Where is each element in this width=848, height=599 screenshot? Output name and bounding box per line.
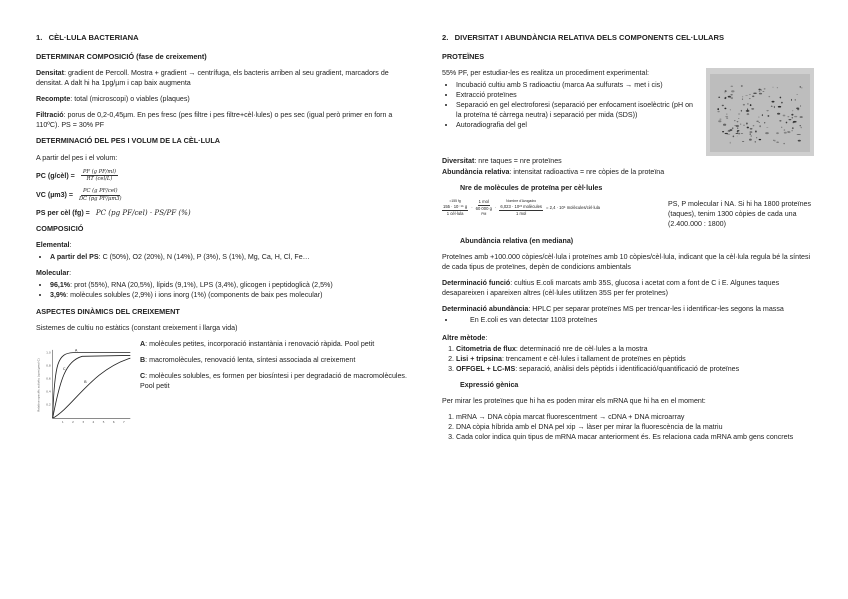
dynamics-heading: ASPECTES DINÀMICS DEL CREIXEMENT bbox=[36, 306, 180, 316]
legend-a-label: A bbox=[140, 339, 146, 348]
gel-spot bbox=[792, 110, 793, 111]
method-2-bold: Lisi + tripsina bbox=[456, 355, 502, 364]
calc-fraction-1 bbox=[442, 199, 468, 217]
mol2-bold: 3,9% bbox=[50, 291, 67, 300]
legend-b bbox=[140, 355, 416, 365]
count-text: : total (microscopi) o viables (plaques) bbox=[70, 95, 190, 104]
gel-spot bbox=[800, 105, 801, 107]
gel-spot bbox=[784, 143, 785, 144]
gene-expression-intro: Per mirar les proteïnes que hi ha es poden mirar els mRNA que hi ha en el moment: bbox=[442, 397, 706, 406]
gel-spot bbox=[747, 103, 749, 105]
gel-spot bbox=[741, 133, 744, 134]
gel-spot bbox=[725, 117, 728, 118]
other-method-list bbox=[442, 344, 814, 374]
legend-a bbox=[140, 339, 416, 349]
gel-spot bbox=[741, 110, 742, 112]
list-item bbox=[50, 290, 416, 300]
gel-spot bbox=[781, 127, 782, 128]
gel-spot bbox=[786, 122, 788, 124]
gel-spot bbox=[737, 128, 738, 129]
elemental-item-text: : C (50%), O2 (20%), N (14%), P (3%), S (1%), Mg, Ca, H, Cl, Fe… bbox=[98, 253, 310, 262]
graph-y-tick: 1.0 bbox=[46, 350, 51, 355]
gel-spot bbox=[794, 116, 797, 117]
gel-spot bbox=[800, 116, 803, 118]
gel-spot bbox=[773, 87, 774, 88]
gel-spot bbox=[728, 130, 730, 132]
vc-numerator: PC (g PF/cel) bbox=[82, 188, 118, 195]
gel-inner bbox=[710, 74, 810, 152]
function-label: Determinació funció bbox=[442, 278, 511, 287]
gel-spot bbox=[801, 127, 802, 129]
graph-x-tick: 1 bbox=[61, 419, 64, 424]
list-item bbox=[456, 344, 814, 354]
list-item bbox=[456, 354, 814, 364]
gel-spot bbox=[788, 119, 791, 120]
gel-spot bbox=[797, 134, 800, 135]
molecular-label-line bbox=[36, 268, 416, 278]
molecular-list bbox=[36, 280, 416, 300]
gel-spot bbox=[717, 111, 719, 112]
gel-spot bbox=[774, 140, 775, 142]
pc-denominator: RT (cel/L) bbox=[86, 176, 113, 183]
gel-spot bbox=[776, 132, 779, 134]
method-3-text: : separació, anàlisi dels pèptids i identificació/quantificació de proteïnes bbox=[515, 365, 740, 374]
gel-spot bbox=[737, 136, 738, 137]
composition-section-heading: COMPOSICIÓ bbox=[36, 223, 84, 233]
abundance-label: Abundància relativa bbox=[442, 168, 510, 177]
gel-spot bbox=[734, 121, 736, 122]
gel-spot bbox=[723, 124, 726, 126]
gel-spot bbox=[759, 122, 760, 123]
pc-fraction bbox=[81, 169, 118, 182]
gel-spot bbox=[746, 123, 748, 125]
gel-spot bbox=[742, 141, 744, 142]
graph-x-tick: 2 bbox=[72, 419, 74, 424]
gel-spot bbox=[771, 106, 773, 107]
method-1-text: : determinació nre de cèl·lules a la mostra bbox=[515, 345, 648, 354]
gel-spot bbox=[787, 116, 789, 117]
procedure-text bbox=[442, 68, 700, 156]
gel-spot bbox=[759, 91, 761, 92]
elemental-label: Elemental bbox=[36, 241, 70, 250]
gel-spot bbox=[731, 90, 734, 92]
gel-spot bbox=[747, 113, 750, 115]
gel-spot bbox=[726, 118, 728, 119]
gel-spot bbox=[742, 99, 743, 100]
gel-spot bbox=[724, 92, 725, 93]
legend-c-text: : molècules solubles, es formen per biosíntesi i per degradació de macromolècules. Pool petit bbox=[140, 372, 407, 391]
weight-volume-heading: DETERMINACIÓ DEL PES I VOLUM DE LA CÈL·LULA bbox=[36, 136, 221, 146]
calc-note-pm: PM bbox=[481, 212, 487, 217]
gel-spot bbox=[717, 108, 719, 110]
list-item: • Extracció proteïnes bbox=[456, 90, 700, 100]
gel-spot bbox=[784, 132, 787, 134]
graph-x-tick: 3 bbox=[82, 419, 85, 424]
pc-numerator: PF (g PF/ml) bbox=[82, 168, 117, 175]
graph-y-tick: 0.8 bbox=[46, 363, 51, 368]
gel-spot bbox=[764, 88, 766, 89]
other-method-colon: : bbox=[485, 333, 488, 342]
calc-note-avogadro: Nombre d'Avogadro bbox=[506, 199, 537, 204]
list-item: 1. mRNA → DNA còpia marcat fluorescentment → cDNA + DNA microarray bbox=[456, 412, 814, 422]
section-1-title: 1. CÈL·LULA BACTERIANA bbox=[36, 33, 139, 42]
other-method-line bbox=[442, 333, 814, 343]
gel-spot bbox=[768, 115, 770, 116]
gel-spot bbox=[718, 120, 721, 122]
gel-spot bbox=[792, 127, 794, 129]
list-item: 2. DNA còpia híbrida amb el DNA pel xip → làser per mirar la fluorescència de la matriu bbox=[456, 422, 814, 432]
calc-f2-bot: 60 000 g bbox=[475, 206, 492, 212]
graph-y-tick: 0.6 bbox=[46, 376, 51, 381]
diversity-label: Diversitat bbox=[442, 157, 475, 166]
density-paragraph bbox=[36, 68, 416, 88]
count-paragraph bbox=[36, 94, 416, 104]
graph-y-tick: 0.4 bbox=[46, 389, 51, 394]
graph-x-tick: 6 bbox=[112, 419, 115, 424]
density-text: : gradient de Percoll. Mostra + gradient → centrífuga, els bacteris arriben al seu gradient, marcadors de densitat. A dalt hi ha 1pg/µm i cap baix augmenta bbox=[36, 69, 389, 88]
molecular-colon: : bbox=[69, 269, 72, 278]
gel-spot bbox=[736, 133, 739, 134]
gel-spot bbox=[749, 139, 752, 141]
elemental-label-line bbox=[36, 240, 416, 250]
ps-label: PS per cèl (fg) = bbox=[36, 208, 90, 217]
function-paragraph bbox=[442, 278, 814, 298]
gel-spot bbox=[733, 136, 735, 138]
proteins-heading: PROTEÏNES bbox=[442, 51, 485, 61]
gel-spot bbox=[769, 96, 771, 97]
gel-spot bbox=[726, 114, 727, 115]
gel-spot bbox=[735, 125, 736, 126]
calc-result: = 2,4 · 10⁶ molècules/cèl·lula bbox=[546, 205, 600, 211]
gel-spot bbox=[791, 99, 792, 101]
gel-spot bbox=[750, 129, 753, 130]
abundance-text: : intensitat radioactiva = nre còpies de la proteïna bbox=[509, 168, 665, 177]
gel-spot bbox=[802, 88, 803, 89]
vc-fraction bbox=[79, 188, 122, 201]
filtration-paragraph bbox=[36, 110, 416, 130]
vc-denominator: DC (pg PF/µm3) bbox=[79, 195, 122, 202]
gel-spot bbox=[759, 93, 762, 95]
graph-legend-text bbox=[140, 339, 416, 431]
gel-spot bbox=[724, 108, 726, 110]
ps-expression: PC (pg PF/cel) · PS/PF (%) bbox=[95, 207, 191, 217]
composition-heading: DETERMINAR COMPOSICIÓ (fase de creixement) bbox=[36, 51, 207, 61]
gel-spot bbox=[780, 97, 782, 99]
gel-spot bbox=[759, 116, 760, 118]
gel-spot bbox=[732, 128, 734, 130]
gel-spot bbox=[731, 86, 734, 87]
dynamics-graph-row bbox=[36, 339, 416, 431]
gene-expression-heading: Expressió gènica bbox=[460, 381, 519, 390]
vc-formula bbox=[36, 188, 416, 201]
gel-spot bbox=[776, 142, 779, 143]
other-method-label: Altre mètode bbox=[442, 333, 486, 342]
gel-spot bbox=[759, 139, 762, 140]
filtration-text: : porus de 0,2-0,45µm. En pes fresc (pes filtre i pes filtre+cèl·lules) o pes sec (igual però primer en forn a 110ºC). PS = 30% PF bbox=[36, 111, 393, 130]
curve-label-a: A bbox=[74, 348, 78, 353]
gel-spot bbox=[762, 91, 764, 92]
gel-spot bbox=[743, 104, 745, 106]
calc-fraction-3 bbox=[499, 199, 543, 217]
gel-spot bbox=[730, 109, 731, 110]
gel-spot bbox=[725, 133, 728, 134]
calc-f3-top: 6,023 · 10²³ molècules bbox=[500, 204, 542, 210]
gel-spot bbox=[760, 125, 761, 127]
density-label: Densitat bbox=[36, 69, 64, 78]
gel-spot bbox=[726, 97, 727, 99]
list-item bbox=[50, 252, 416, 262]
gel-spot bbox=[737, 122, 739, 123]
left-column bbox=[36, 33, 416, 431]
count-label: Recompte bbox=[36, 95, 71, 104]
elemental-list bbox=[36, 252, 416, 262]
gel-spot bbox=[764, 122, 765, 123]
mol1-bold: 96,1% bbox=[50, 281, 71, 290]
right-column bbox=[442, 33, 814, 449]
ps-formula bbox=[36, 208, 416, 218]
vc-label: VC (µm3) = bbox=[36, 191, 74, 200]
gel-spot bbox=[800, 86, 801, 88]
list-item: • Incubació cultiu amb S radioactiu (marca Aa sulfurats → met i cis) bbox=[456, 80, 700, 90]
gel-spot bbox=[766, 127, 768, 128]
gel-spot bbox=[774, 106, 775, 108]
gel-spot bbox=[741, 85, 743, 87]
curve-label-c: C bbox=[62, 367, 66, 372]
abundance-median-heading: Abundància relativa (en mediana) bbox=[460, 236, 574, 245]
abundance-determination-label: Determinació abundància bbox=[442, 304, 529, 313]
method-1-bold: Citometria de flux bbox=[456, 345, 516, 354]
calculation-formula: =155 fg 155 · 10⁻¹⁵ g 1 cèl·lula · 1 mol 60 000 g PM · Nombre d'Avogadro 6,023 · 10²³ molècules 1 mol = 2,4 · 10⁶ molècules/cèl·lula bbox=[443, 199, 600, 217]
gel-spot bbox=[777, 88, 778, 89]
activity-graph bbox=[36, 339, 134, 431]
gene-expression-list bbox=[442, 412, 814, 442]
abundance-median-text: Proteïnes amb +100.000 còpies/cèl·lula i proteïnes amb 10 còpies/cèl·lula, indicant que la cèl·lula regula bé la síntesi de cada tipus de proteïnes, depèn de condicions ambientals bbox=[442, 252, 811, 271]
legend-b-label: B bbox=[140, 356, 146, 365]
gel-spot bbox=[796, 94, 798, 95]
gel-spot bbox=[798, 140, 801, 142]
gel-spot bbox=[751, 136, 752, 137]
calc-f3-bot: 1 mol bbox=[516, 211, 527, 217]
gel-spot bbox=[756, 137, 757, 138]
graph-x-tick: 7 bbox=[122, 419, 125, 424]
pc-label: PC (g/cèl) = bbox=[36, 171, 75, 180]
legend-c bbox=[140, 371, 416, 391]
calc-fraction-2 bbox=[476, 199, 492, 217]
list-item: • Autoradiografia del gel bbox=[456, 120, 700, 130]
calc-note-ps: =155 fg bbox=[449, 199, 461, 204]
weight-intro: A partir del pes i el volum: bbox=[36, 153, 118, 162]
elemental-item-bold: A partir del PS bbox=[50, 253, 99, 262]
abundance-line bbox=[442, 167, 814, 177]
gel-spot bbox=[752, 96, 754, 98]
gel-spot bbox=[738, 114, 740, 115]
calc-f1-bot: 1 cèl·lula bbox=[446, 211, 464, 217]
gel-spot bbox=[758, 89, 760, 91]
gel-spot bbox=[778, 106, 781, 108]
diversity-text: : nre taques = nre proteïnes bbox=[474, 157, 562, 166]
list-item: • Separació en gel electroforesi (separació per enfocament isoelèctric (pH on la proteïna té càrrega neutra) i separació per mida (SDS)) bbox=[456, 100, 700, 120]
filtration-label: Filtració bbox=[36, 111, 64, 120]
mol1-text: : prot (55%), RNA (20,5%), lípids (9,1%), LPS (3,4%), glicogen i peptidoglicà (2,5%) bbox=[70, 281, 333, 290]
gel-spot bbox=[718, 97, 720, 98]
graph-y-label: Relative specific activity (cpm/µmol C) bbox=[36, 358, 41, 412]
molecules-heading: Nre de molècules de proteïna per cèl·lules bbox=[460, 184, 603, 193]
gel-spot bbox=[784, 129, 786, 131]
gel-spot bbox=[730, 94, 732, 95]
abundance-determination-paragraph bbox=[442, 304, 814, 314]
list-item: • En E.coli es van detectar 1103 proteïnes bbox=[456, 315, 814, 325]
list-item bbox=[456, 364, 814, 374]
graph-x-tick: 4 bbox=[92, 419, 95, 424]
2d-gel-image bbox=[706, 68, 814, 156]
gel-spot bbox=[746, 110, 750, 112]
gel-spot bbox=[773, 140, 774, 141]
gel-spot bbox=[738, 118, 739, 119]
gel-spot bbox=[792, 117, 793, 119]
proteins-intro: 55% PF, per estudiar-les es realitza un procediment experimental: bbox=[442, 69, 650, 78]
function-text: : cultius E.coli marcats amb 35S, glucosa i acetat com a font de C i E. Algunes taques desapareixen i apareixen altres (cèl·lules utilitzen 35S per fer proteïnes) bbox=[442, 278, 780, 297]
gel-spot bbox=[745, 95, 748, 96]
gel-spot bbox=[747, 127, 749, 129]
ecoli-list bbox=[442, 315, 814, 325]
gel-spot bbox=[755, 141, 756, 142]
gel-spot bbox=[792, 130, 793, 131]
gel-spot bbox=[783, 115, 786, 117]
graph-y-tick: 0.2 bbox=[46, 402, 51, 407]
legend-a-text: : molècules petites, incorporació instantània i renovació ràpida. Pool petit bbox=[145, 339, 375, 348]
abundance-determination-text: : HPLC per separar proteïnes MS per trencar-les i identificar-les segons la massa bbox=[528, 304, 784, 313]
molecular-label: Molecular bbox=[36, 269, 70, 278]
legend-c-label: C bbox=[140, 372, 146, 381]
gel-spot bbox=[756, 121, 759, 122]
gel-spot bbox=[755, 131, 757, 133]
gel-spot bbox=[751, 108, 754, 109]
mol2-text: : molècules solubles (2,9%) i ions inorg (1%) (components de baix pes molecular) bbox=[66, 291, 323, 300]
gel-spot bbox=[730, 142, 731, 144]
gel-spot bbox=[749, 94, 751, 95]
pc-formula bbox=[36, 169, 416, 182]
gel-spot bbox=[781, 102, 783, 104]
elemental-colon: : bbox=[69, 241, 72, 250]
gel-spot bbox=[738, 133, 740, 135]
gel-spot bbox=[750, 104, 752, 106]
gel-spot bbox=[749, 132, 752, 133]
gel-spot bbox=[791, 114, 793, 116]
copies-text: PS, P molecular i NA. Si hi ha 1800 proteïnes (taques), tenim 1300 còpies de cada una (2.400.000 : 1800) bbox=[668, 200, 812, 229]
gel-spot bbox=[766, 111, 769, 112]
gel-spot bbox=[749, 98, 751, 99]
gel-spot bbox=[800, 125, 801, 126]
method-2-text: : trencament e cèl·lules i tallament de proteïnes en pèptids bbox=[501, 355, 686, 364]
gel-spot bbox=[779, 120, 781, 122]
gel-spot bbox=[737, 130, 740, 131]
gel-spot bbox=[796, 108, 799, 110]
legend-b-text: : macromolècules, renovació lenta, síntesi associada al creixement bbox=[145, 356, 356, 365]
gel-spot bbox=[719, 119, 721, 120]
diversity-line bbox=[442, 156, 814, 166]
gel-spot bbox=[753, 125, 755, 126]
gel-spot bbox=[750, 133, 751, 135]
dynamics-intro: Sistemes de cultiu no estàtics (constant creixement i llarga vida) bbox=[36, 323, 238, 332]
gel-spot bbox=[795, 99, 796, 100]
gel-spot bbox=[742, 97, 743, 98]
graph-x-tick: 5 bbox=[102, 419, 105, 424]
gel-spot bbox=[787, 131, 790, 133]
gel-spot bbox=[777, 113, 780, 115]
gel-spot bbox=[722, 105, 724, 106]
calculation-row bbox=[442, 199, 814, 229]
gel-spot bbox=[722, 131, 724, 132]
gel-spot bbox=[793, 121, 795, 123]
list-item: 3. Cada color indica quin tipus de mRNA macar anteriorment és. Es relaciona cada mRNA amb gens concrets bbox=[456, 432, 814, 442]
gel-spot bbox=[740, 124, 741, 125]
curve-label-b: B bbox=[84, 380, 87, 385]
gel-spot bbox=[762, 114, 763, 116]
calc-f1-top: 155 · 10⁻¹⁵ g bbox=[443, 204, 468, 210]
gel-spot bbox=[730, 97, 733, 99]
calc-f2-top: 1 mol bbox=[478, 199, 489, 205]
gel-spot bbox=[736, 125, 739, 127]
gel-spot bbox=[772, 101, 775, 103]
gel-spot bbox=[797, 109, 799, 110]
method-3-bold: OFFGEL + LC-MS bbox=[456, 365, 516, 374]
gel-spot bbox=[744, 125, 745, 127]
list-item bbox=[50, 280, 416, 290]
procedure-list bbox=[442, 80, 700, 130]
section-2-title: 2. DIVERSITAT I ABUNDÀNCIA RELATIVA DELS COMPONENTS CEL·LULARS bbox=[442, 33, 725, 42]
gel-spot bbox=[725, 90, 727, 92]
gel-spot bbox=[753, 93, 757, 94]
protein-procedure-row bbox=[442, 68, 814, 156]
gel-spot bbox=[765, 132, 769, 134]
